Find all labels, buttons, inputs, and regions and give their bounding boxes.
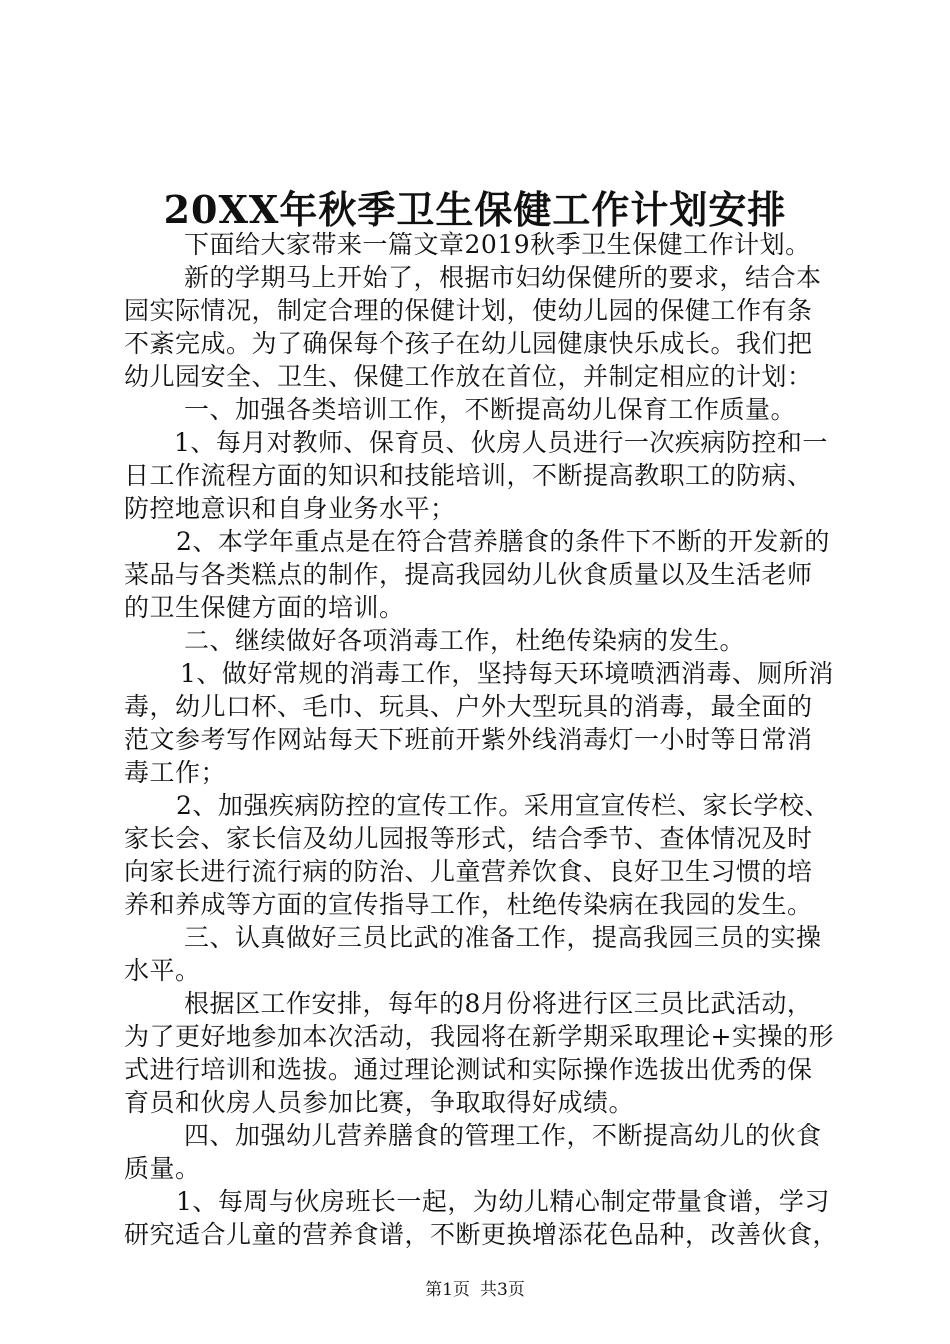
body-line: 家长会、家长信及幼儿园报等形式，结合季节、查体情况及时 — [124, 824, 813, 853]
body-line: 1、每月对教师、保育员、伙房人员进行一次疾病防控和一 — [174, 428, 828, 457]
body-line: 菜品与各类糕点的制作，提高我园幼儿伙食质量以及生活老师 — [124, 560, 813, 589]
body-line: 水平。 — [124, 956, 201, 985]
body-line: 一、加强各类培训工作，不断提高幼儿保育工作质量。 — [184, 395, 797, 424]
body-line: 不紊完成。为了确保每个孩子在幼儿园健康快乐成长。我们把 — [124, 329, 813, 358]
body-line: 幼儿园安全、卫生、保健工作放在首位，并制定相应的计划： — [124, 362, 813, 391]
document-body — [124, 228, 844, 1251]
body-line: 1、做好常规的消毒工作，坚持每天环境喷洒消毒、厕所消 — [180, 659, 834, 688]
body-line: 的卫生保健方面的培训。 — [124, 593, 405, 622]
body-line: 为了更好地参加本次活动，我园将在新学期采取理论+实操的形 — [124, 1022, 834, 1051]
body-line: 2、加强疾病防控的宣传工作。采用宣宣传栏、家长学校、 — [176, 791, 830, 820]
body-line: 范文参考写作网站每天下班前开紫外线消毒灯一小时等日常消 — [124, 725, 813, 754]
body-line: 1、每周与伙房班长一起，为幼儿精心制定带量食谱，学习 — [176, 1187, 830, 1216]
body-line: 二、继续做好各项消毒工作，杜绝传染病的发生。 — [184, 626, 746, 655]
body-line: 2、本学年重点是在符合营养膳食的条件下不断的开发新的 — [176, 527, 830, 556]
body-line: 研究适合儿童的营养食谱，不断更换增添花色品种，改善伙食， — [124, 1220, 839, 1249]
body-line: 式进行培训和选拔。通过理论测试和实际操作选拔出优秀的保 — [124, 1055, 813, 1084]
body-line: 新的学期马上开始了，根据市妇幼保健所的要求，结合本 — [184, 263, 822, 292]
body-line: 育员和伙房人员参加比赛，争取取得好成绩。 — [124, 1088, 635, 1117]
body-line: 三、认真做好三员比武的准备工作，提高我园三员的实操 — [184, 923, 822, 952]
body-line: 下面给大家带来一篇文章2019秋季卫生保健工作计划。 — [184, 230, 811, 259]
body-line: 毒，幼儿口杯、毛巾、玩具、户外大型玩具的消毒，最全面的 — [124, 692, 813, 721]
body-line: 向家长进行流行病的防治、儿童营养饮食、良好卫生习惯的培 — [124, 857, 813, 886]
page-footer — [0, 1278, 950, 1302]
page-total: 共3页 — [480, 1280, 525, 1300]
body-line: 养和养成等方面的宣传指导工作，杜绝传染病在我园的发生。 — [124, 890, 813, 919]
body-line: 日工作流程方面的知识和技能培训，不断提高教职工的防病、 — [124, 461, 813, 490]
body-line: 防控地意识和自身业务水平； — [124, 494, 456, 523]
body-line: 四、加强幼儿营养膳食的管理工作，不断提高幼儿的伙食 — [184, 1121, 822, 1150]
body-line: 毒工作； — [124, 758, 227, 787]
body-line: 根据区工作安排，每年的8月份将进行区三员比武活动， — [184, 989, 813, 1018]
page-number: 第1页 — [425, 1280, 470, 1300]
body-line: 园实际情况，制定合理的保健计划，使幼儿园的保健工作有条 — [124, 296, 813, 325]
body-line: 质量。 — [124, 1154, 201, 1183]
document-title: 20XX年秋季卫生保健工作计划安排 — [163, 187, 787, 232]
